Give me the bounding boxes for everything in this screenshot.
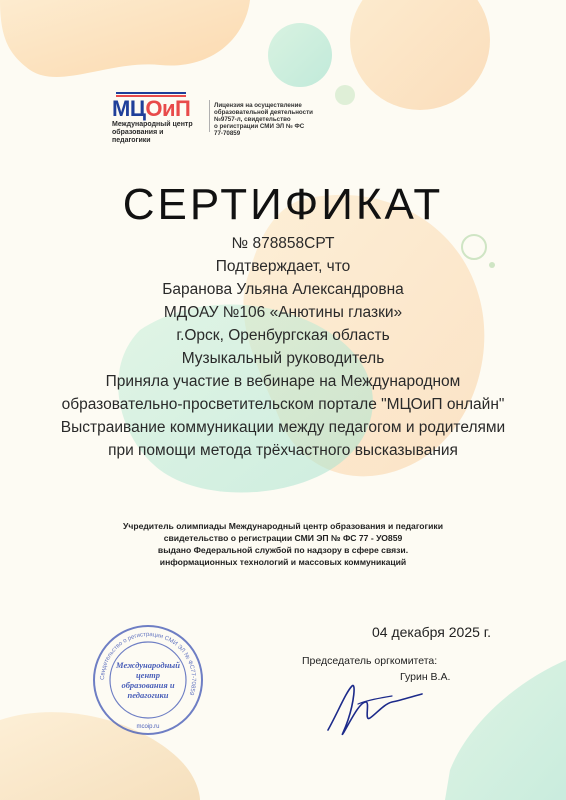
stamp-center-line: Международный (116, 660, 180, 670)
organization-name: МДОАУ №106 «Анютины глазки» (163, 304, 403, 321)
issue-date: 04 декабря 2025 г. (372, 624, 492, 640)
logo-subtitle-line: Международный центр (112, 121, 193, 128)
license-line: №9757-л, свидетельство (214, 116, 291, 123)
chairman-label: Председатель оргкомитета: (302, 655, 438, 667)
logo-divider (209, 100, 210, 132)
stamp-ring-text: Свидетельство о регистрации СМИ ЭЛ № ФС77-70859 (99, 631, 197, 696)
founder-line: свидетельство о регистрации СМИ ЭП № ФС 77 - УО859 (163, 533, 403, 543)
license-line: о регистрации СМИ ЭЛ № ФС (214, 123, 305, 130)
founder-line: выдано Федеральной службой по надзору в сфере связи. (157, 545, 409, 555)
founder-line: Учредитель олимпиады Международный центр образования и педагогики (122, 521, 444, 531)
organization-stamp (92, 624, 204, 736)
certificate-title: СЕРТИФИКАТ (122, 180, 444, 229)
bg-blob-top (0, 0, 250, 77)
stamp-center-line: образования и (121, 680, 175, 690)
confirms-text: Подтверждает, что (215, 258, 351, 275)
bg-circle-mint-top (268, 23, 332, 87)
logo-subtitle (112, 121, 202, 145)
webinar-topic: Выстраивание коммуникации между педагогом и родителями (60, 419, 506, 436)
signature (318, 672, 428, 742)
organization-logo (112, 92, 312, 142)
stamp-center-line: центр (135, 670, 161, 680)
founder-line: информационных технологий и массовых коммуникаций (159, 557, 407, 567)
stamp-bottom-text: mcoip.ru (136, 724, 160, 730)
participation-line: образовательно-просветительском портале "МЦОиП онлайн" (61, 396, 505, 413)
bg-circle-top-right (350, 0, 490, 110)
position: Музыкальный руководитель (181, 350, 385, 367)
logo-subtitle-line: образования и педагогики (112, 129, 164, 144)
city-region: г.Орск, Оренбургская область (176, 327, 390, 344)
chairman-name: Гурин В.А. (400, 671, 451, 683)
license-line: Лицензия на осуществление (214, 102, 302, 109)
bg-circle-small-top (335, 85, 355, 105)
stamp-center-line: педагогики (127, 690, 169, 700)
license-info (214, 102, 314, 137)
webinar-topic: при помощи метода трёхчастного высказывания (108, 442, 458, 459)
recipient-name: Баранова Ульяна Александровна (162, 281, 404, 298)
logo-text: МЦОиП (112, 96, 191, 121)
participation-line: Приняла участие в вебинаре на Международном (105, 373, 461, 390)
bg-blob-bottom-right (445, 660, 566, 800)
license-line: 77-70859 (214, 130, 241, 137)
founder-note (0, 520, 566, 568)
certificate-number: № 878858СРТ (231, 235, 335, 252)
license-line: образовательной деятельности (214, 109, 313, 116)
